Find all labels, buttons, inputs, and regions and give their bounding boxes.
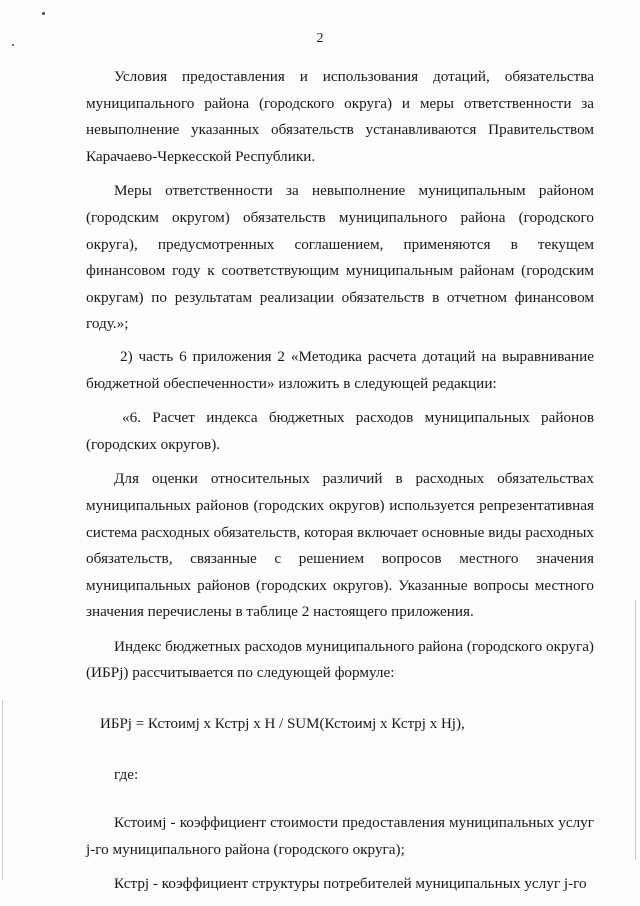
paragraph: Условия предоставления и использования дотаций, обязательства муниципального района (городского округа) и меры ответственности за невыполнение указанных обязательств устанавливаются Правительством Карачаево-Черкесской Республики. bbox=[86, 68, 594, 165]
section-heading-paragraph: «6. Расчет индекса бюджетных расходов муниципальных районов (городских округов). bbox=[86, 409, 594, 453]
definition-paragraph: Кстоимj - коэффициент стоимости предоставления муниципальных услуг j-го муниципального района (городского округа); bbox=[86, 814, 594, 858]
list-item-paragraph: 2) часть 6 приложения 2 «Методика расчета дотаций на выравнивание бюджетной обеспеченности» изложить в следующей редакции: bbox=[86, 347, 594, 392]
page-number: 2 bbox=[316, 31, 324, 46]
scan-edge-line bbox=[2, 700, 3, 880]
document-body bbox=[86, 64, 594, 906]
formula: ИБРj = Кстоимj x Кстрj x H / SUM(Кстоимj x Кстрj x Hj), bbox=[100, 716, 465, 733]
where-label: где: bbox=[114, 765, 139, 783]
scan-dot-mark bbox=[42, 12, 45, 15]
paragraph: Для оценки относительных различий в расходных обязательствах муниципальных районов (городских округов) используется репрезентативная система расходных обязательств, которая включает основные виды расходных обязательств, связанные с решением вопросов местного значения муниципальных районов (городских округов). Указанные вопросы местного значения перечислены в таблице 2 настоящего приложения. bbox=[86, 470, 594, 621]
paragraph: Меры ответственности за невыполнение муниципальным районом (городским округом) обязательств муниципального района (городского округа), предусмотренных соглашением, применяются в текущем финансовом году к соответствующим муниципальным районам (городским округам) по результатам реализации обязательств в отчетном финансовом году.»; bbox=[86, 182, 594, 333]
paragraph: Индекс бюджетных расходов муниципального района (городского округа) (ИБРj) рассчитывается по следующей формуле: bbox=[86, 637, 594, 682]
definition-paragraph: Кстрj - коэффициент структуры потребителей муниципальных услуг j-го bbox=[114, 875, 587, 893]
scan-edge-line bbox=[635, 600, 636, 860]
